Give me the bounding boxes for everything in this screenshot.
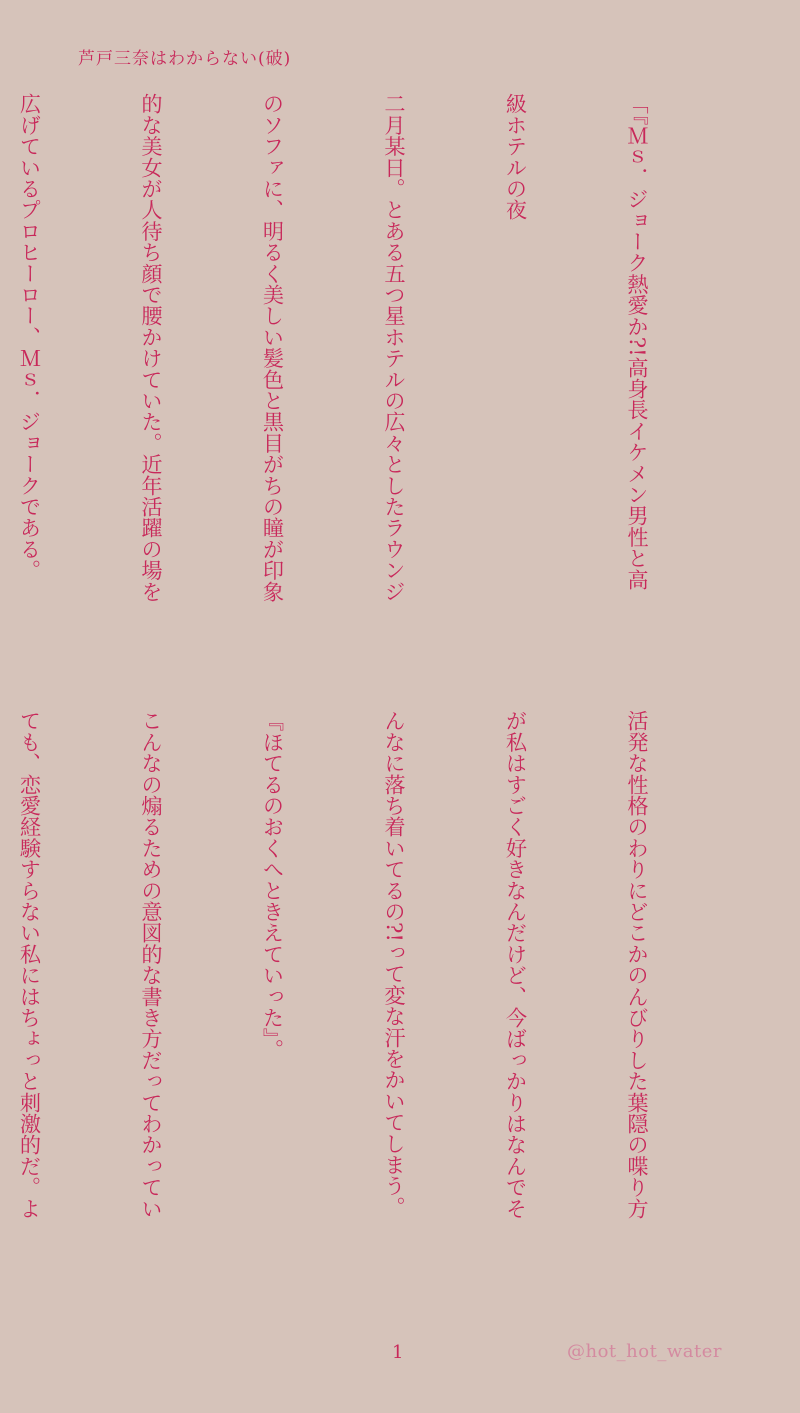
upper-text-block (0, 93, 738, 653)
text-column: 「『Ｍｓ．ジョーク熱愛か?!高身長イケメン男性と高 (625, 93, 650, 590)
document-title: 芦戸三奈はわからない(破) (78, 49, 292, 69)
text-column: 活発な性格のわりにどこかのんびりした葉隠の喋り方 (625, 710, 650, 1219)
text-column: のソファに、明るく美しい髪色と黒目がちの瞳が印象 (260, 93, 286, 602)
text-column: 的な美女が人待ち顔で腰かけていた。近年活躍の場を (139, 93, 164, 602)
text-column: ても、恋愛経験すらない私にはちょっと刺激的だ。よ (17, 710, 43, 1219)
text-column: こんなの煽るための意図的な書き方だってわかってい (139, 710, 164, 1219)
text-column: 二月某日。とある五つ星ホテルの広々としたラウンジ (382, 93, 407, 602)
author-handle: @hot_hot_water (567, 1341, 722, 1362)
text-column: 級ホテルの夜 (503, 93, 529, 221)
text-column: んなに落ち着いてるの?!って変な汗をかいてしまう。 (382, 710, 407, 1218)
page-number: 1 (392, 1342, 404, 1363)
text-column: 広げているプロヒーロー、Ｍｓ．ジョークである。 (17, 93, 43, 581)
text-column: 『ほてるのおくへときえていった』。 (260, 710, 286, 1060)
text-column: が私はすごく好きなんだけど、今ばっかりはなんでそ (503, 710, 529, 1219)
lower-text-block (0, 710, 738, 1310)
